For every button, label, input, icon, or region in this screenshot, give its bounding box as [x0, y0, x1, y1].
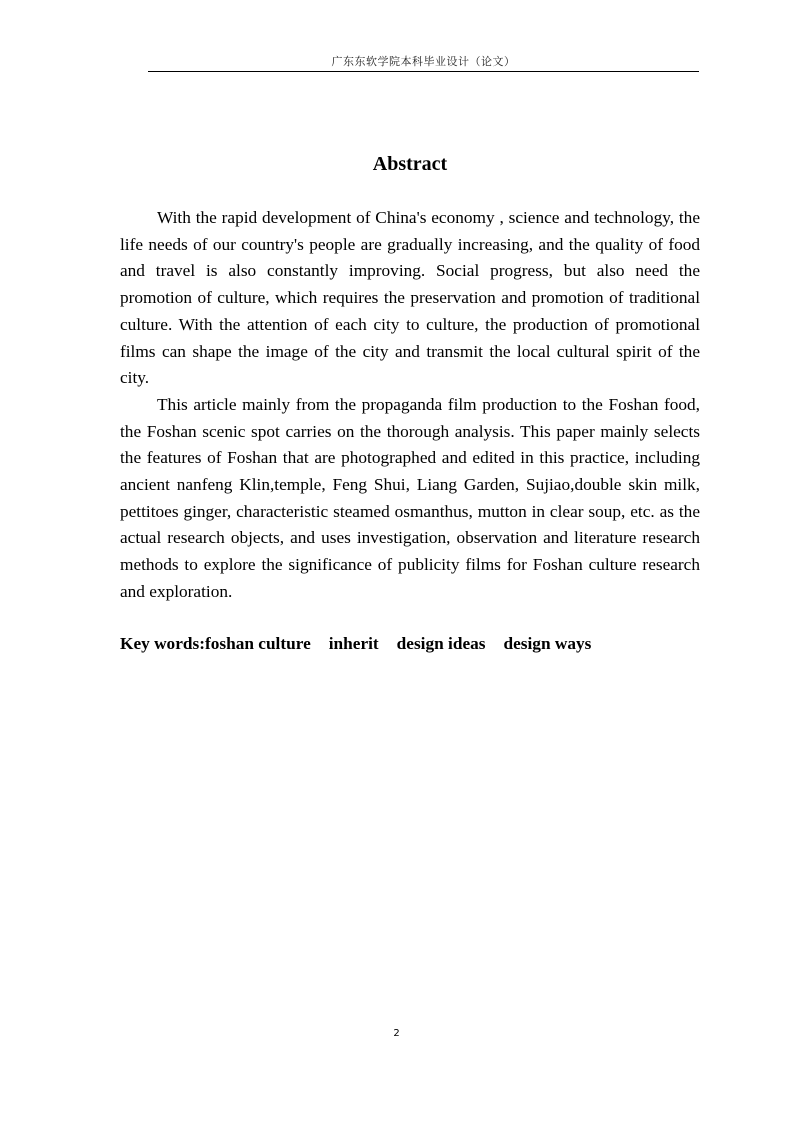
keyword-term: design ideas: [396, 634, 486, 653]
keyword-term: foshan culture: [204, 634, 311, 653]
running-header: 广东东软学院本科毕业设计（论文）: [331, 55, 516, 68]
keywords-label: Key words:: [120, 634, 205, 653]
page-number: 2: [393, 1028, 400, 1039]
abstract-body: [120, 205, 700, 606]
keyword-term: inherit: [328, 634, 379, 653]
keyword-term: design ways: [503, 634, 592, 653]
header-rule: [148, 71, 699, 72]
keywords-line: [120, 631, 700, 657]
abstract-paragraph-2: This article mainly from the propaganda film production to the Foshan food, the Foshan scenic spot carries on the thorough analysis. This paper mainly selects the features of Foshan that are photographed and edited in this practice, including ancient nanfeng Klin,temple, Feng Shui, Liang Garden, Sujiao,double skin milk, pettitoes ginger, characteristic steamed osmanthus, mutton in clear soup, etc. as the actual research objects, and uses investigation, observation and literature research methods to explore the significance of publicity films for Foshan culture research and exploration.: [120, 394, 700, 601]
abstract-paragraph-1: With the rapid development of China's economy , science and technology, the life needs of our country's people are gradually increasing, and the quality of food and travel is also constantly improving. Social progress, but also need the promotion of culture, which requires the preservation and promotion of traditional culture. With the attention of each city to culture, the production of promotional films can shape the image of the city and transmit the local cultural spirit of the city.: [120, 208, 700, 388]
abstract-title: Abstract: [372, 153, 448, 175]
